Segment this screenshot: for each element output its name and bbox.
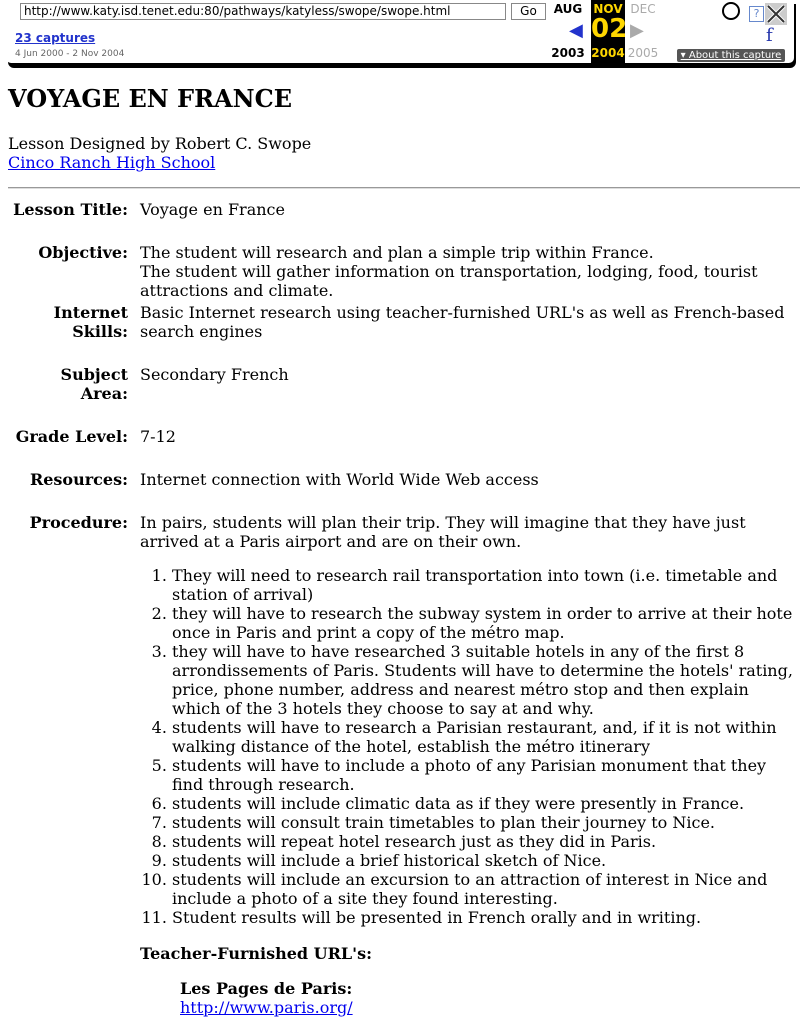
about-capture-button[interactable]: ▾ About this capture <box>677 49 785 62</box>
captures-link[interactable]: 23 captures <box>15 31 96 45</box>
help-icon[interactable]: ? <box>749 6 764 22</box>
facebook-share-icon[interactable]: f <box>766 25 773 46</box>
list-item: 8. students will repeat hotel research just as they did in Paris. <box>172 832 800 851</box>
wayback-toolbar <box>6 0 794 66</box>
list-item: 1. They will need to research rail transportation into town (i.e. timetable and station of arrival) <box>172 566 800 604</box>
capture-date-range: 4 Jun 2000 - 2 Nov 2004 <box>15 49 125 59</box>
url-input[interactable]: http://www.katy.isd.tenet.edu:80/pathways/katyless/swope/swope.html <box>20 3 506 20</box>
next-capture-arrow-icon: ▶ <box>630 20 644 41</box>
list-item: 7. students will consult train timetables to plan their journey to Nice. <box>172 813 800 832</box>
close-icon[interactable] <box>765 3 787 25</box>
teacher-url-name: Les Pages de Paris: <box>180 979 353 998</box>
current-year: 2004 <box>591 46 625 60</box>
field-label: Grade Level: <box>15 427 128 446</box>
list-item: 5. students will have to include a photo of any Parisian monument that they find through research. <box>172 756 800 794</box>
list-item: 10. students will include an excursion to an attraction of interest in Nice and include a photo of a site they found interesting. <box>172 870 800 908</box>
field-label: Procedure: <box>29 513 128 532</box>
field-label: Subject Area: <box>60 365 128 403</box>
field-value: In pairs, students will plan their trip. They will imagine that they have just arrived at a Paris airport and are on their own. <box>140 513 746 551</box>
field-value <box>140 243 800 300</box>
field-label: Internet Skills: <box>53 303 128 341</box>
prev-year-link[interactable]: 2003 <box>551 46 585 60</box>
field-label: Objective: <box>38 243 128 262</box>
field-value: Secondary French <box>140 365 289 384</box>
objective-line-2: The student will gather information on transportation, lodging, food, tourist attractions and climate. <box>140 262 758 300</box>
current-day: 02 <box>591 14 628 44</box>
field-value: Internet connection with World Wide Web access <box>140 470 539 489</box>
list-item: 11. Student results will be presented in French orally and in writing. <box>172 908 800 927</box>
divider <box>8 187 800 189</box>
school-link[interactable]: Cinco Ranch High School <box>8 153 216 172</box>
field-label: Lesson Title: <box>13 200 128 219</box>
list-item: 4. students will have to research a Parisian restaurant, and, if it is not within walking distance of the hotel, establish the métro itinerary <box>172 718 800 756</box>
designer-credit: Lesson Designed by Robert C. Swope <box>8 134 312 153</box>
teacher-url-link[interactable]: http://www.paris.org/ <box>180 998 353 1017</box>
list-item: 9. students will include a brief historical sketch of Nice. <box>172 851 800 870</box>
list-item: 2. they will have to research the subway system in order to arrive at their hote once in Paris and print a copy of the métro map. <box>172 604 800 642</box>
account-circle-icon[interactable] <box>722 2 740 20</box>
toolbar-panel <box>6 0 794 63</box>
next-month: DEC <box>630 2 656 16</box>
next-year: 2005 <box>627 46 659 60</box>
prev-capture-arrow-icon[interactable]: ◀ <box>569 20 583 41</box>
teacher-urls-heading: Teacher-Furnished URL's: <box>140 944 372 963</box>
list-item: 3. they will have to have researched 3 suitable hotels in any of the first 8 arrondissements of Paris. Students will have to determine the hotels' rating, price, phone number, address and nearest métro stop and then explain which of the 3 hotels they choose to say at and why. <box>172 642 800 718</box>
procedure-list <box>132 566 800 927</box>
byline <box>8 134 311 172</box>
list-item: 6. students will include climatic data as if they were presently in France. <box>172 794 800 813</box>
field-value: 7-12 <box>140 427 176 446</box>
field-value: Basic Internet research using teacher-furnished URL's as well as French-based search engines <box>140 303 785 341</box>
field-value: Voyage en France <box>140 200 285 219</box>
page-title: VOYAGE EN FRANCE <box>8 84 292 113</box>
teacher-url-item <box>180 979 353 1017</box>
prev-month-link[interactable]: AUG <box>553 2 583 16</box>
field-label: Resources: <box>29 470 128 489</box>
go-button[interactable]: Go <box>511 3 546 20</box>
current-month: NOV <box>593 2 623 16</box>
objective-line-1: The student will research and plan a simple trip within France. <box>140 243 654 262</box>
